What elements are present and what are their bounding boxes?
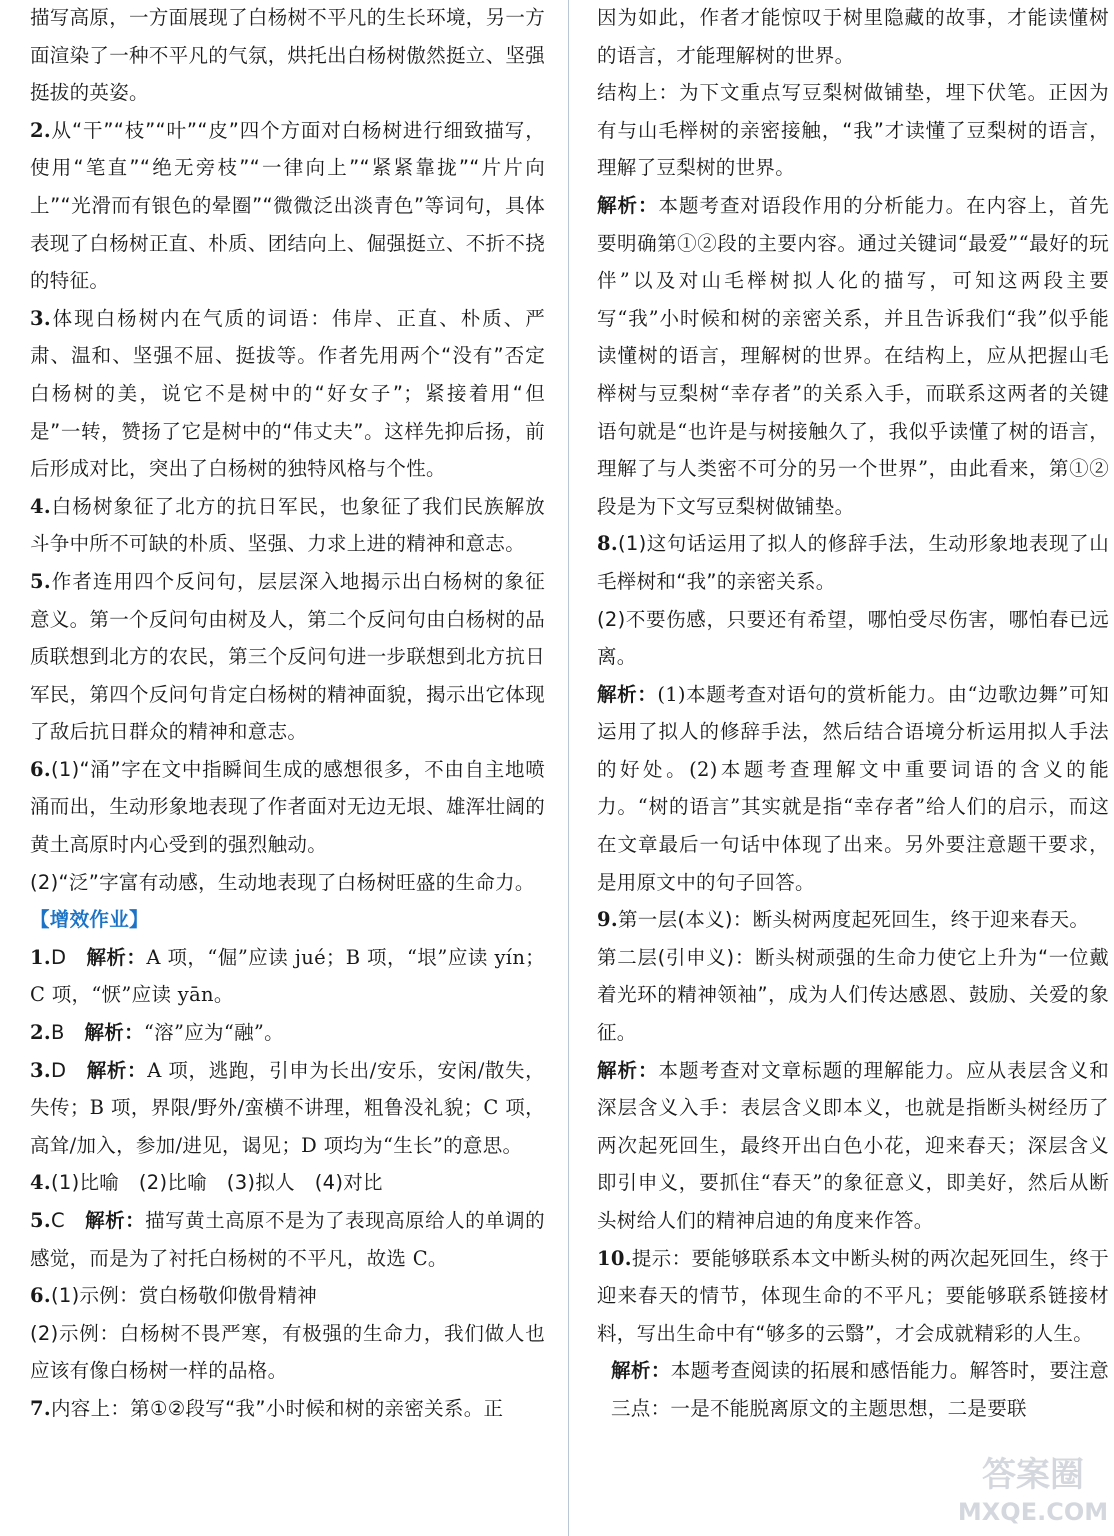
answer-number: 7. (30, 1396, 51, 1420)
analysis-text: 本题考查对文章标题的理解能力。应从表层含义和深层含义入手：表层含义即本义，也就是指断头树经历了两次起死回生，最终开出白色小花，迎来春天；深层含义即引申义，要抓住“春天”的象征意义，即美好，然后从断头树给人们的精神启迪的角度来作答。 (597, 1058, 1109, 1232)
extra-answer-7: 7.内容上：第①②段写“我”小时候和树的亲密关系。正 (30, 1396, 504, 1420)
extra-answer-10: 10.提示：要能够联系本文中断头树的两次起死回生，终于迎来春天的情节，体现生命的不平凡；要能够联系链接材料，写出生命中有“够多的云翳”，才会成就精彩的人生。 (597, 1246, 1109, 1345)
extra-answer-8-part-2: (2)不要伤感，只要还有希望，哪怕受尽伤害，哪怕春已远离。 (597, 607, 1109, 669)
watermark-logo (958, 1444, 1108, 1532)
analysis-label: 解析： (85, 1209, 146, 1232)
extra-answer-8: 8.(1)这句话运用了拟人的修辞手法，生动形象地表现了山毛榉树和“我”的亲密关系。 (597, 532, 1109, 593)
analysis-label: 解析： (84, 1021, 144, 1045)
answer-number: 1. (30, 945, 51, 969)
extra-answer-3 (30, 1052, 545, 1165)
analysis-label: 解析： (86, 1058, 148, 1082)
analysis-text: 本题考查阅读的拓展和感悟能力。解答时，要注意三点：一是不能脱离原文的主题思想，二是要联 (611, 1359, 1109, 1420)
extra-answer-4: 4.(1)比喻 (2)比喻 (3)拟人 (4)对比 (30, 1171, 383, 1195)
extra-answer-7-continued: 因为如此，作者才能惊叹于树里隐藏的故事，才能读懂树的语言，才能理解树的世界。 (597, 6, 1109, 67)
extra-answer-5 (30, 1202, 545, 1277)
answer-number: 2. (30, 1021, 51, 1045)
extra-answer-10-analysis (597, 1352, 1109, 1427)
extra-answer-1 (30, 939, 545, 1014)
analysis-label: 解析： (597, 682, 658, 706)
answer-6: 6.(1)“涌”字在文中指瞬间生成的感想很多，不由自主地喷涌而出，生动形象地表现了作者面对无边无垠、雄浑壮阔的黄土高原时内心受到的强烈触动。 (30, 757, 545, 857)
answer-number: 6. (30, 757, 51, 781)
extra-answer-6-part-2: (2)示例：白杨树不畏严寒，有极强的生命力，我们做人也应该有像白杨树一样的品格。 (30, 1321, 545, 1383)
answer-number: 3. (30, 1058, 51, 1082)
answer-number: 4. (30, 494, 51, 518)
watermark-bottom-text: MXQE.COM (958, 1498, 1108, 1526)
choice-answer: C (50, 1209, 65, 1232)
choice-answer: D (50, 945, 67, 969)
analysis-text: (1)本题考查对语句的赏析能力。由“边歌边舞”可知运用了拟人的修辞手法，然后结合语境分析运用拟人手法的好处。(2)本题考查理解文中重要词语的含义的能力。“树的语言”其实就是指“幸存者”给人们的启示，而这在文章最后一句话中体现了出来。另外要注意题干要求，是用原文中的句子回答。 (597, 682, 1109, 894)
extra-answer-2 (30, 1014, 545, 1052)
extra-answer-7-analysis (597, 187, 1109, 525)
analysis-label: 解析： (597, 193, 659, 217)
extra-answer-9-part-2: 第二层(引申义)：断头树顽强的生命力使它上升为“一位戴着光环的精神领袖”，成为人们传达感恩、鼓励、关爱的象征。 (597, 945, 1109, 1045)
analysis-text: “溶”应为“融”。 (143, 1021, 284, 1045)
analysis-text: A 项，逃跑，引申为长出/安乐，安闲/散失，失传；B 项，界限/野外/蛮横不讲理，粗鲁没礼貌；C 项，高耸/加入，参加/进见，谒见；D 项均为“生长”的意思。 (30, 1058, 545, 1157)
extra-answer-6: 6.(1)示例：赏白杨敬仰傲骨精神 (30, 1284, 318, 1308)
analysis-label: 解析： (597, 1058, 659, 1082)
answer-number: 2. (30, 118, 51, 142)
answer-number: 8. (597, 532, 618, 556)
extra-answer-9: 9.第一层(本义)：断头树两度起死回生，终于迎来春天。 (597, 908, 1090, 932)
analysis-text: A 项，“倔”应读 jué；B 项，“垠”应读 yín；C 项，“恹”应读 yān。 (30, 945, 545, 1007)
answer-number: 4. (30, 1171, 51, 1195)
extra-answer-7-structure: 结构上：为下文重点写豆梨树做铺垫，埋下伏笔。正因为有与山毛榉树的亲密接触，“我”才读懂了豆梨树的语言，理解了豆梨树的世界。 (597, 81, 1109, 180)
answer-number: 5. (30, 569, 51, 593)
extra-answer-8-analysis (597, 676, 1109, 902)
analysis-label: 解析： (86, 945, 147, 969)
analysis-label: 解析： (611, 1359, 671, 1383)
analysis-text: 描写黄土高原不是为了表现高原给人的单调的感觉，而是为了衬托白杨树的不平凡，故选 C。 (30, 1209, 545, 1270)
choice-answer: B (50, 1021, 65, 1045)
column-divider (568, 0, 569, 1536)
watermark-top-text: 答案圈 (982, 1455, 1084, 1495)
answer-3: 3.体现白杨树内在气质的词语：伟岸、正直、朴质、严肃、温和、坚强不屈、挺拔等。作者先用两个“没有”否定白杨树的美，说它不是树中的“好女子”；紧接着用“但是”一转，赞扬了它是树中的“伟丈夫”。这样先抑后扬，前后形成对比，突出了白杨树的独特风格与个性。 (30, 306, 545, 481)
answer-6-part-2: (2)“泛”字富有动感，生动地表现了白杨树旺盛的生命力。 (30, 870, 535, 894)
answer-number: 10. (597, 1246, 632, 1270)
answer-5: 5.作者连用四个反问句，层层深入地揭示出白杨树的象征意义。第一个反问句由树及人，第二个反问句由白杨树的品质联想到北方的农民，第三个反问句进一步联想到北方抗日军民，第四个反问句肯定白杨树的精神面貌，揭示出它体现了敌后抗日群众的精神和意志。 (30, 569, 545, 744)
answer-number: 6. (30, 1284, 51, 1308)
answer-number: 9. (597, 908, 618, 932)
extra-answer-9-analysis (597, 1052, 1109, 1240)
section-title: 【增效作业】 (30, 908, 149, 932)
answer-number: 3. (30, 306, 51, 330)
answer-4: 4.白杨树象征了北方的抗日军民，也象征了我们民族解放斗争中所不可缺的朴质、坚强、力求上进的精神和意志。 (30, 494, 545, 556)
right-column (597, 0, 1109, 1428)
analysis-text: 本题考查对语段作用的分析能力。在内容上，首先要明确第①②段的主要内容。通过关键词“最爱”“最好的玩伴”以及对山毛榉树拟人化的描写，可知这两段主要写“我”小时候和树的亲密关系，并且告诉我们“我”似乎能读懂树的语言，理解树的世界。在结构上，应从把握山毛榉树与豆梨树“幸存者”的关系入手，而联系这两者的关键语句就是“也许是与树接触久了，我似乎读懂了树的语言，理解了与人类密不可分的另一个世界”，由此看来，第①②段是为下文写豆梨树做铺垫。 (597, 193, 1109, 518)
answer-2: 2.从“干”“枝”“叶”“皮”四个方面对白杨树进行细致描写，使用“笔直”“绝无旁枝”“一律向上”“紧紧靠拢”“片片向上”“光滑而有银色的晕圈”“微微泛出淡青色”等词句，具体表现了白杨树正直、朴质、团结向上、倔强挺立、不折不挠的特征。 (30, 118, 545, 293)
left-column (30, 0, 545, 1428)
answer-number: 5. (30, 1209, 51, 1232)
choice-answer: D (50, 1058, 67, 1082)
continuation-text: 描写高原，一方面展现了白杨树不平凡的生长环境，另一方面渲染了一种不平凡的气氛，烘托出白杨树傲然挺立、坚强挺拔的英姿。 (30, 6, 545, 105)
